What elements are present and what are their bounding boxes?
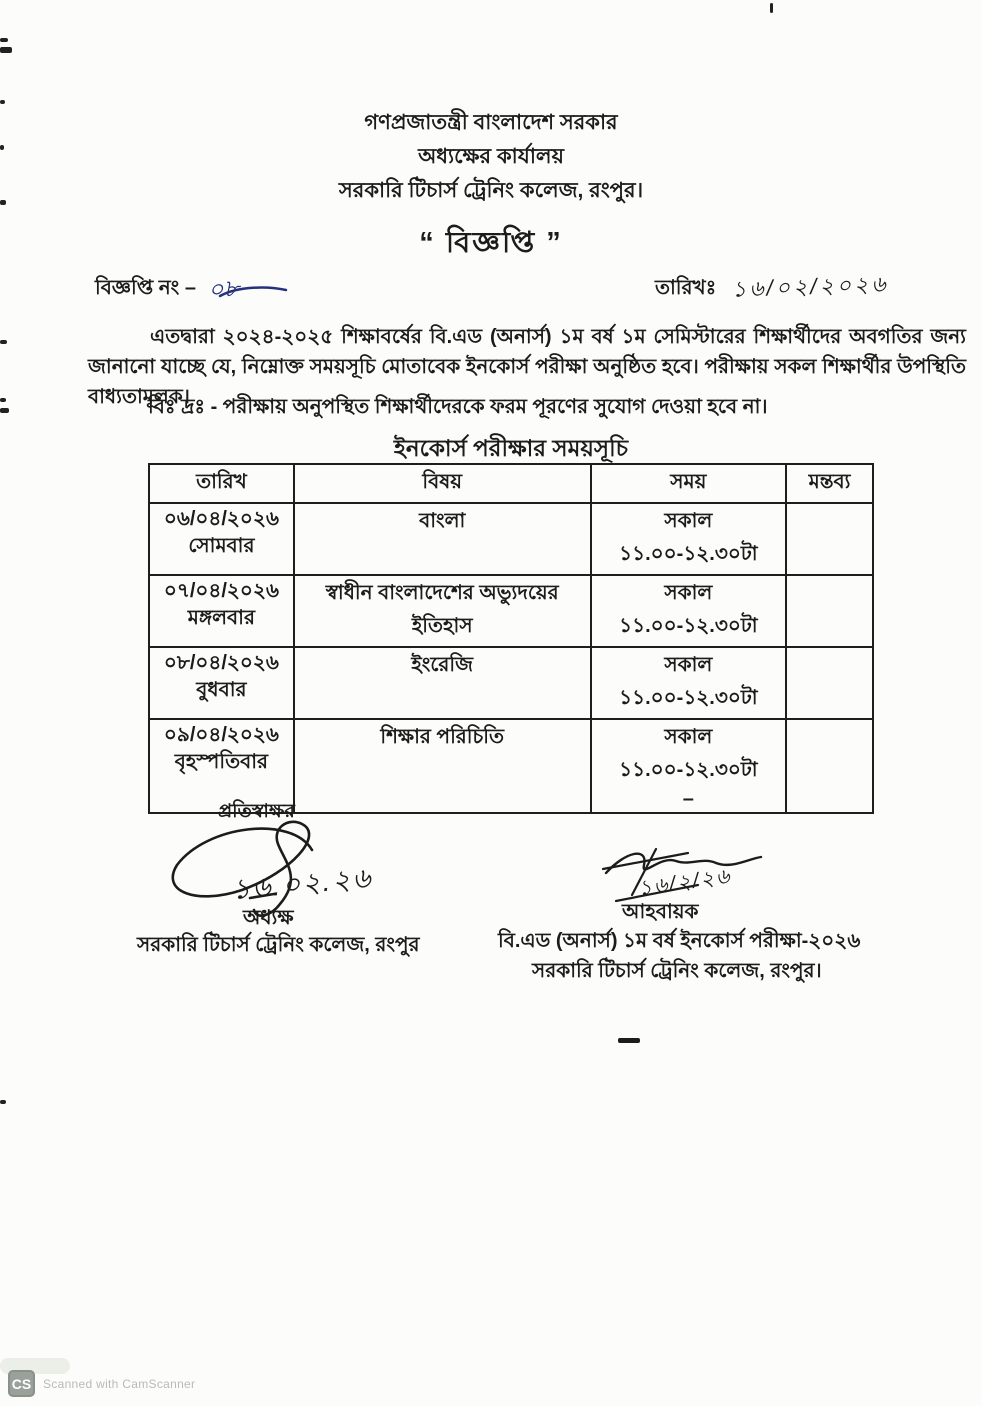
exam-day: বুধবার [196,679,247,701]
countersign-label: প্রতিস্বাক্ষর [218,801,295,822]
gov-name: গণপ্রজাতন্ত্রী বাংলাদেশ সরকার [364,111,618,134]
camscanner-watermark [8,1370,195,1397]
convener-org: সরকারি টিচার্স ট্রেনিং কলেজ, রংপুর। [532,960,822,982]
col-header-date: তারিখ [149,464,294,503]
pen-stroke [218,284,288,300]
cell-subject: শিক্ষার পরিচিতি [294,719,591,813]
table-header-row [149,464,873,503]
cell-time: সকাল ১১.০০-১২.৩০টা [591,647,786,719]
scan-artifact [0,100,5,104]
exam-date: ০৮/০৪/২০২৬ [163,652,279,674]
cell-subject: স্বাধীন বাংলাদেশের অভ্যুদয়ের ইতিহাস [294,575,591,647]
exam-date: ০৭/০৪/২০২৬ [163,580,279,602]
camscanner-logo-icon: CS [8,1370,35,1397]
cell-remark [786,503,873,575]
convener-exam-line: বি.এড (অনার্স) ১ম বর্ষ ইনকোর্স পরীক্ষা-২০২৬ [498,930,861,952]
scan-artifact [0,38,8,42]
col-header-subject: বিষয় [294,464,591,503]
col-header-time: সময় [591,464,786,503]
principal-org: সরকারি টিচার্স ট্রেনিং কলেজ, রংপুর [137,934,420,956]
cell-subject: ইংরেজি [294,647,591,719]
letterhead [0,106,982,208]
principal-signature-date: ১৬.০২.২৬ [230,861,374,906]
cell-subject: বাংলা [294,503,591,575]
notice-number-value-handwritten: ০৮ [206,275,240,304]
convener-title: আহবায়ক [622,901,699,923]
college-name: সরকারি টিচার্স ট্রেনিং কলেজ, রংপুর। [338,179,644,202]
time-note-dash: – [682,788,694,810]
pen-mark [618,1038,640,1043]
principal-title: অধ্যক্ষ [243,907,294,929]
date-label: তারিখঃ [655,277,717,299]
exam-day: মঙ্গলবার [187,607,255,629]
scan-artifact [0,1100,6,1104]
scan-artifact [0,408,9,413]
scan-artifact [0,398,6,402]
exam-day: সোমবার [188,535,255,557]
notice-date [655,270,889,307]
camscanner-text: Scanned with CamScanner [43,1376,196,1391]
cell-date [149,647,294,719]
schedule-title: ইনকোর্স পরীক্ষার সময়সূচি [393,435,629,461]
notice-body: এতদ্বারা ২০২৪-২০২৫ শিক্ষাবর্ষের বি.এড (অনার্স) ১ম বর্ষ ১ম সেমিস্টারের শিক্ষার্থীদের অবগতির জন্য জানানো যাচ্ছে যে, নিম্নোক্ত সময়সূচি মোতাবেক ইনকোর্স পরীক্ষা অনুষ্ঠিত হবে। পরীক্ষায় সকল শিক্ষার্থীর উপস্থিতি বাধ্যতামূলক। [88,326,966,408]
cell-remark [786,647,873,719]
cell-remark [786,575,873,647]
date-value-handwritten: ১৬/০২/২০২৬ [731,271,889,302]
notice-number-label: বিজ্ঞপ্তি নং – [95,277,196,299]
office-name: অধ্যক্ষের কার্যালয় [418,145,564,168]
exam-time: সকাল ১১.০০-১২.৩০টা [619,726,758,781]
cell-date [149,575,294,647]
scan-artifact [0,340,7,344]
cell-remark [786,719,873,813]
cell-time: সকাল ১১.০০-১২.৩০টা [591,503,786,575]
table-row [149,503,873,575]
nb-note: বিঃ দ্রঃ - পরীক্ষায় অনুপস্থিত শিক্ষার্থীদেরকে ফরম পূরণের সুযোগ দেওয়া হবে না। [148,396,768,418]
table-row [149,647,873,719]
exam-date: ০৬/০৪/২০২৬ [163,508,279,530]
table-row [149,575,873,647]
scan-artifact [770,3,773,13]
cell-time [591,719,786,813]
exam-schedule-table [148,463,874,814]
scan-artifact [0,47,12,53]
notice-title: “ বিজ্ঞপ্তি ” [419,227,563,259]
convener-signature-date: ১৬/২/২৬ [636,864,733,901]
exam-date: ০৯/০৪/২০২৬ [163,724,279,746]
cell-date [149,503,294,575]
col-header-remark: মন্তব্য [786,464,873,503]
exam-day: বৃহস্পতিবার [174,751,269,773]
cell-time: সকাল ১১.০০-১২.৩০টা [591,575,786,647]
